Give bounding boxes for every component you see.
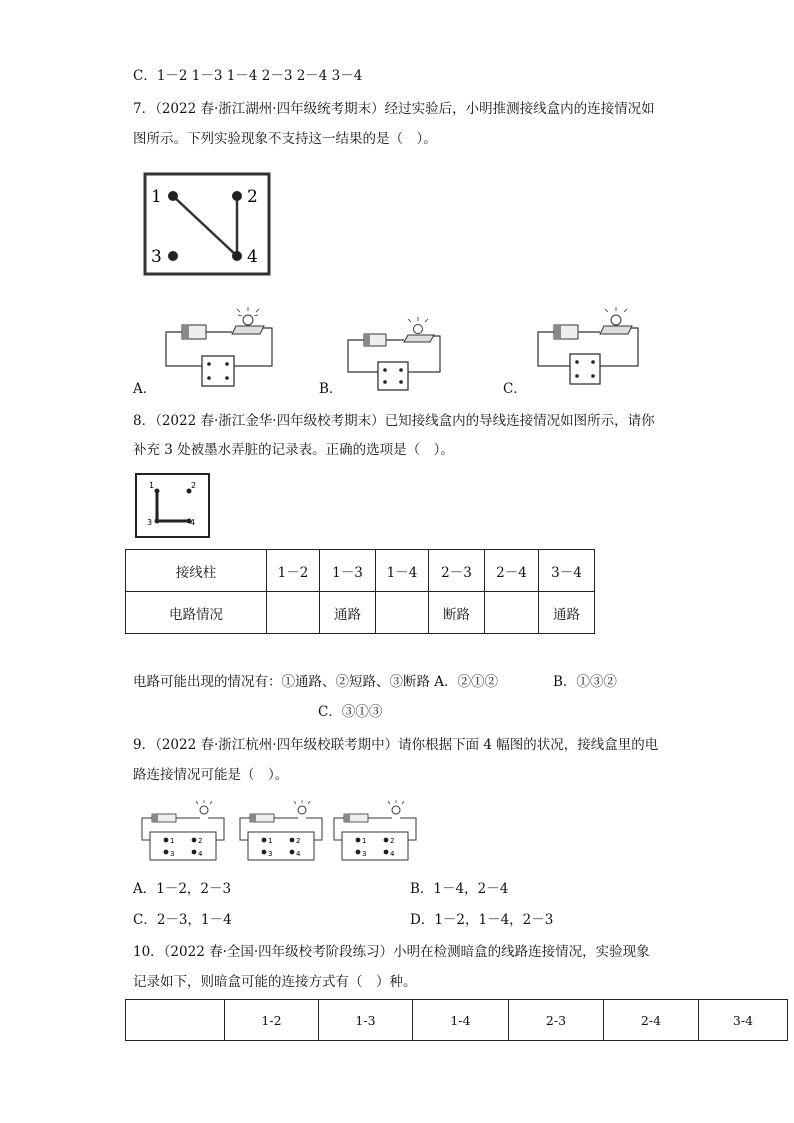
junction-box	[570, 354, 600, 384]
box-label-4: 4	[390, 850, 395, 858]
bulb-icon	[392, 806, 400, 814]
junction-box	[202, 356, 234, 386]
table-cell: 通路	[320, 592, 376, 634]
bulb-icon	[298, 806, 306, 814]
q8-connection-diagram	[135, 473, 211, 539]
q8-text-line1: 8．（2022 春·浙江金华·四年级校考期末）已知接线盒内的导线连接情况如图所示，请你	[133, 413, 655, 429]
table-cell	[485, 592, 539, 634]
q9-option-d[interactable]: D．1－2，1－4，2－3	[410, 912, 554, 928]
box-label-3: 3	[170, 850, 175, 858]
table-header-cell: 1-3	[319, 1000, 413, 1041]
q8-label-3: 3	[147, 518, 153, 527]
q10-text-line2: 记录如下，则暗盒可能的连接方式有（ ）种。	[133, 974, 417, 990]
bulb-holder-icon	[232, 326, 264, 334]
table-cell: 通路	[539, 592, 595, 634]
q10-record-table	[125, 999, 788, 1041]
q8-option-b[interactable]: B．①③②	[553, 674, 617, 690]
junction-box	[248, 832, 314, 860]
box-label-4: 4	[296, 850, 301, 858]
q7-circuit-a	[160, 308, 278, 390]
q9-circuit-1	[138, 798, 230, 862]
junction-box	[378, 362, 408, 390]
q9-circuit-2	[236, 798, 328, 862]
q7-label-1: 1	[151, 187, 162, 207]
bulb-icon	[414, 325, 423, 334]
q9-circuit-3	[330, 798, 422, 862]
q7-option-c[interactable]: C．	[503, 381, 527, 397]
box-label-1: 1	[268, 837, 273, 845]
q9-text-line1: 9．（2022 春·浙江杭州·四年级校联考期中）请你根据下面 4 幅图的状况，接线盒里的电	[133, 737, 659, 753]
q7-option-b[interactable]: B．	[319, 381, 343, 397]
junction-box	[342, 832, 408, 860]
q7-connection-diagram	[143, 172, 273, 278]
table-cell	[376, 592, 429, 634]
q10-text-line1: 10．（2022 春·全国·四年级校考阶段练习）小明在检测暗盒的线路连接情况，实验现象	[133, 944, 650, 960]
table-header-cell: 1－4	[376, 550, 429, 592]
q8-option-c[interactable]: C．③①③	[318, 704, 383, 720]
q9-text-line2: 路连接情况可能是（ ）。	[133, 767, 289, 783]
table-header-cell	[126, 1000, 225, 1041]
box-label-1: 1	[362, 837, 367, 845]
table-header-cell: 2－4	[485, 550, 539, 592]
bulb-icon	[200, 806, 208, 814]
bulb-icon	[243, 315, 253, 325]
box-label-2: 2	[198, 837, 203, 845]
table-header-cell: 1-2	[225, 1000, 319, 1041]
q9-option-b[interactable]: B．1－4，2－4	[410, 881, 509, 897]
table-header-cell: 2-3	[509, 1000, 604, 1041]
box-label-3: 3	[362, 850, 367, 858]
q7-option-a[interactable]: A．	[133, 381, 157, 397]
table-header-cell: 1－3	[320, 550, 376, 592]
q7-label-2: 2	[247, 187, 258, 207]
table-row	[126, 592, 595, 634]
table-row	[126, 550, 595, 592]
junction-box	[150, 832, 216, 860]
q8-text-line2: 补充 3 处被墨水弄脏的记录表。正确的选项是（ ）。	[133, 442, 454, 458]
table-header-cell: 3-4	[699, 1000, 788, 1041]
q8-record-table	[125, 549, 595, 634]
q7-text-line1: 7．（2022 春·浙江湖州·四年级统考期末）经过实验后，小明推测接线盒内的连接情况如	[133, 101, 655, 117]
bulb-holder-icon	[404, 335, 434, 342]
q8-label-4: 4	[190, 518, 196, 527]
table-header-cell: 3－4	[539, 550, 595, 592]
box-label-2: 2	[390, 837, 395, 845]
table-cell	[267, 592, 320, 634]
q7-circuit-b	[344, 318, 444, 394]
q8-note-option-a[interactable]: 电路可能出现的情况有：①通路、②短路、③断路 A．②①②	[133, 674, 499, 690]
q8-label-1: 1	[149, 481, 155, 490]
q7-label-4: 4	[247, 247, 258, 267]
box-label-3: 3	[268, 850, 273, 858]
table-header-cell: 1－2	[267, 550, 320, 592]
table-cell: 电路情况	[126, 592, 267, 634]
table-header-cell: 2－3	[429, 550, 485, 592]
q7-label-3: 3	[151, 247, 162, 267]
q8-label-2: 2	[191, 481, 197, 490]
q7-circuit-c	[532, 308, 644, 388]
q7-text-line2: 图所示。下列实验现象不支持这一结果的是（ ）。	[133, 131, 437, 147]
table-header-cell: 接线柱	[126, 550, 267, 592]
box-label-2: 2	[296, 837, 301, 845]
box-label-4: 4	[198, 850, 203, 858]
bulb-icon	[611, 315, 621, 325]
q9-option-c[interactable]: C．2－3，1－4	[133, 912, 232, 928]
table-row	[126, 1000, 788, 1041]
q9-option-a[interactable]: A．1－2，2－3	[133, 881, 232, 897]
q6-option-c: C．1－2 1－3 1－4 2－3 2－4 3－4	[133, 68, 363, 84]
bulb-holder-icon	[600, 326, 632, 334]
box-label-1: 1	[170, 837, 175, 845]
table-cell: 断路	[429, 592, 485, 634]
table-header-cell: 1-4	[413, 1000, 509, 1041]
table-header-cell: 2-4	[604, 1000, 699, 1041]
